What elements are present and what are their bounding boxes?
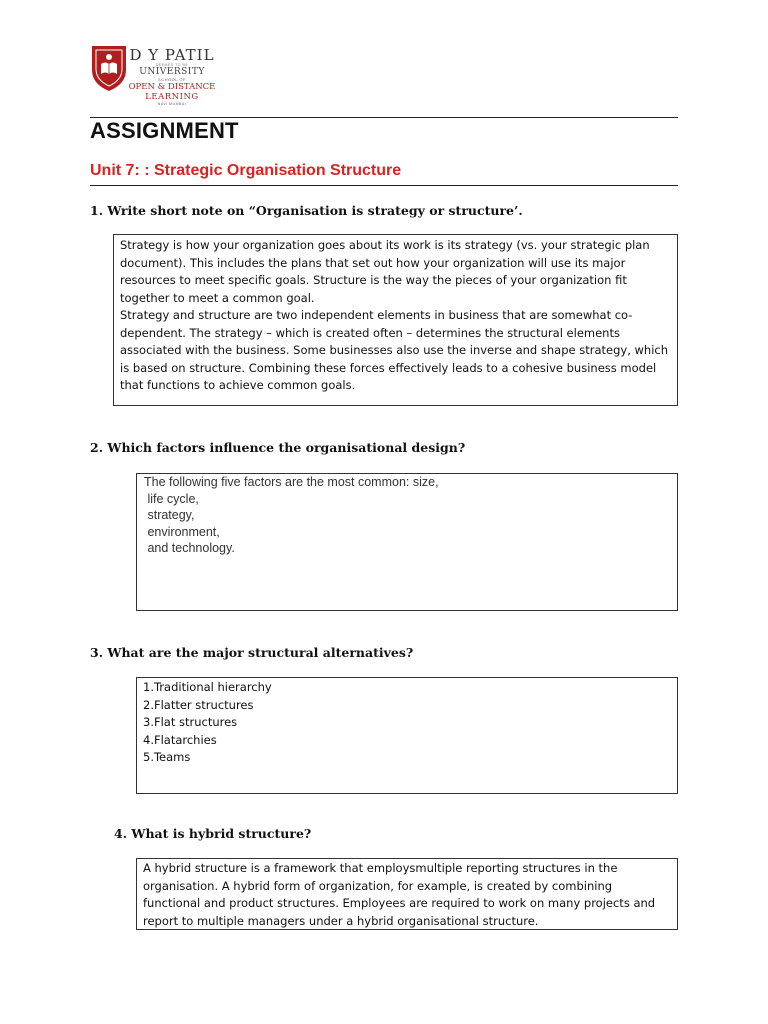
answer-2-line: strategy, (144, 508, 195, 522)
question-4-label: 4. What is hybrid structure? (114, 826, 312, 841)
answer-1-paragraph-2: Strategy and structure are two independent elements in business that are somewhat co-dependent. The strategy – which is created often – determines the structural elements associated with the business. Some businesses also use the inverse and shape strategy, which is based on structure. Combining these forces effectively leads to a cohesive business model that functions to achieve common goals. (120, 308, 669, 392)
logo-school: SCHOOL OF (158, 77, 186, 82)
answer-3-box (136, 677, 678, 794)
unit-heading: Unit 7: : Strategic Organisation Structure (90, 162, 402, 179)
question-3-label: 3. What are the major structural alternatives? (90, 645, 414, 660)
logo-open-distance: OPEN & DISTANCE (128, 82, 216, 92)
page-title: ASSIGNMENT (90, 118, 239, 143)
answer-3-list-item: 1.Traditional hierarchy (143, 680, 272, 694)
answer-1-paragraph-1: Strategy is how your organization goes about its work is its strategy (vs. your strategic plan document). This includes the plans that set out how your organization will use its major resources to meet specific goals. Structure is the way the pieces of your organization fit together to meet a common goal. (120, 238, 650, 305)
logo-deemed: DEEMED TO BE (155, 63, 189, 67)
answer-2-line: and technology. (144, 541, 235, 555)
answer-4-box (136, 858, 678, 930)
answer-2-line: environment, (144, 524, 220, 539)
answer-3-list-item: 5.Teams (143, 750, 191, 764)
question-1-label: 1. Write short note on “Organisation is strategy or structure’. (90, 203, 523, 218)
answer-3-list-item: 3.Flat structures (143, 715, 238, 729)
answer-1-box (113, 234, 678, 406)
answer-4-paragraph: A hybrid structure is a framework that employsmultiple reporting structures in the organisation. A hybrid form of organization, for example, is created by combining functional and product structures. Employees are required to work on many projects and report to multiple managers under a hybrid organisational structure. (143, 861, 656, 928)
answer-2-line: The following five factors are the most common: size, (144, 475, 439, 489)
header-rule-bottom (90, 185, 678, 186)
university-logo (90, 44, 220, 114)
logo-learning: LEARNING (145, 92, 199, 102)
answer-3-list-item: 2.Flatter structures (143, 697, 254, 712)
answer-3-list-item: 4.Flatarchies (143, 732, 217, 747)
logo-navi-mumbai: NAVI MUMBAI (157, 102, 187, 106)
logo-name: D Y PATIL (129, 46, 215, 64)
logo-university: UNIVERSITY (139, 67, 205, 77)
question-2-label: 2. Which factors influence the organisational design? (90, 440, 466, 455)
answer-2-box (136, 473, 678, 611)
answer-2-line: life cycle, (144, 491, 199, 506)
university-crest-icon (90, 44, 128, 92)
